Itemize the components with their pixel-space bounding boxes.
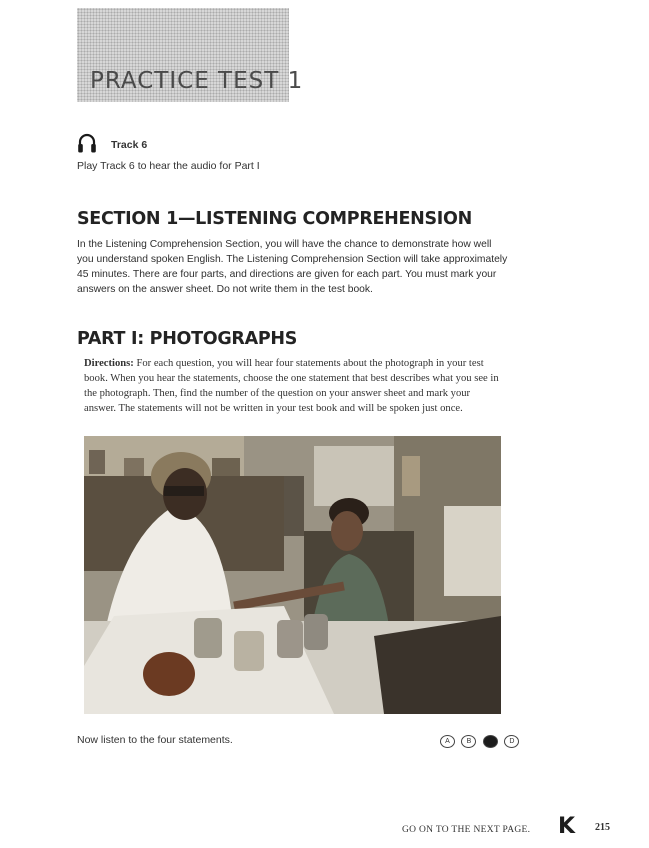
publisher-logo: K <box>558 814 576 839</box>
directions-label: Directions: <box>84 358 134 369</box>
listen-instruction: Now listen to the four statements. <box>77 734 233 746</box>
question-photograph <box>84 436 501 714</box>
answer-bubble-c[interactable]: C <box>483 735 498 748</box>
track-label: Track 6 <box>111 139 148 151</box>
headphones-icon <box>77 132 97 154</box>
part-1-directions <box>84 356 504 416</box>
answer-bubble-b[interactable]: B <box>461 735 476 748</box>
page-number: 215 <box>595 822 610 833</box>
go-to-next-page: GO ON TO THE NEXT PAGE. <box>402 825 531 835</box>
answer-bubble-a[interactable]: A <box>440 735 455 748</box>
track-note: Play Track 6 to hear the audio for Part I <box>77 160 260 172</box>
answer-bubbles <box>440 733 521 747</box>
section-1-paragraph: In the Listening Comprehension Section, you will have the chance to demonstrate how well you understand spoken English. The Listening Comprehension Section will take approximately 45 minutes. There are four parts, and directions are given for each part. You must mark your answers on the answer sheet. Do not write them in the test book. <box>77 239 508 295</box>
part-1-heading: PART I: PHOTOGRAPHS <box>77 329 298 349</box>
directions-text: For each question, you will hear four statements about the photograph in your test book. When you hear the statements, choose the one statement that best describes what you see in the photograph. Then, find the number of the question on your answer sheet and mark your answer. The statements will not be written in your test book and will be spoken just once. <box>84 358 499 414</box>
page-title: PRACTICE TEST 1 <box>90 68 304 94</box>
section-1-heading: SECTION 1—LISTENING COMPREHENSION <box>77 209 472 229</box>
answer-bubble-d[interactable]: D <box>504 735 519 748</box>
